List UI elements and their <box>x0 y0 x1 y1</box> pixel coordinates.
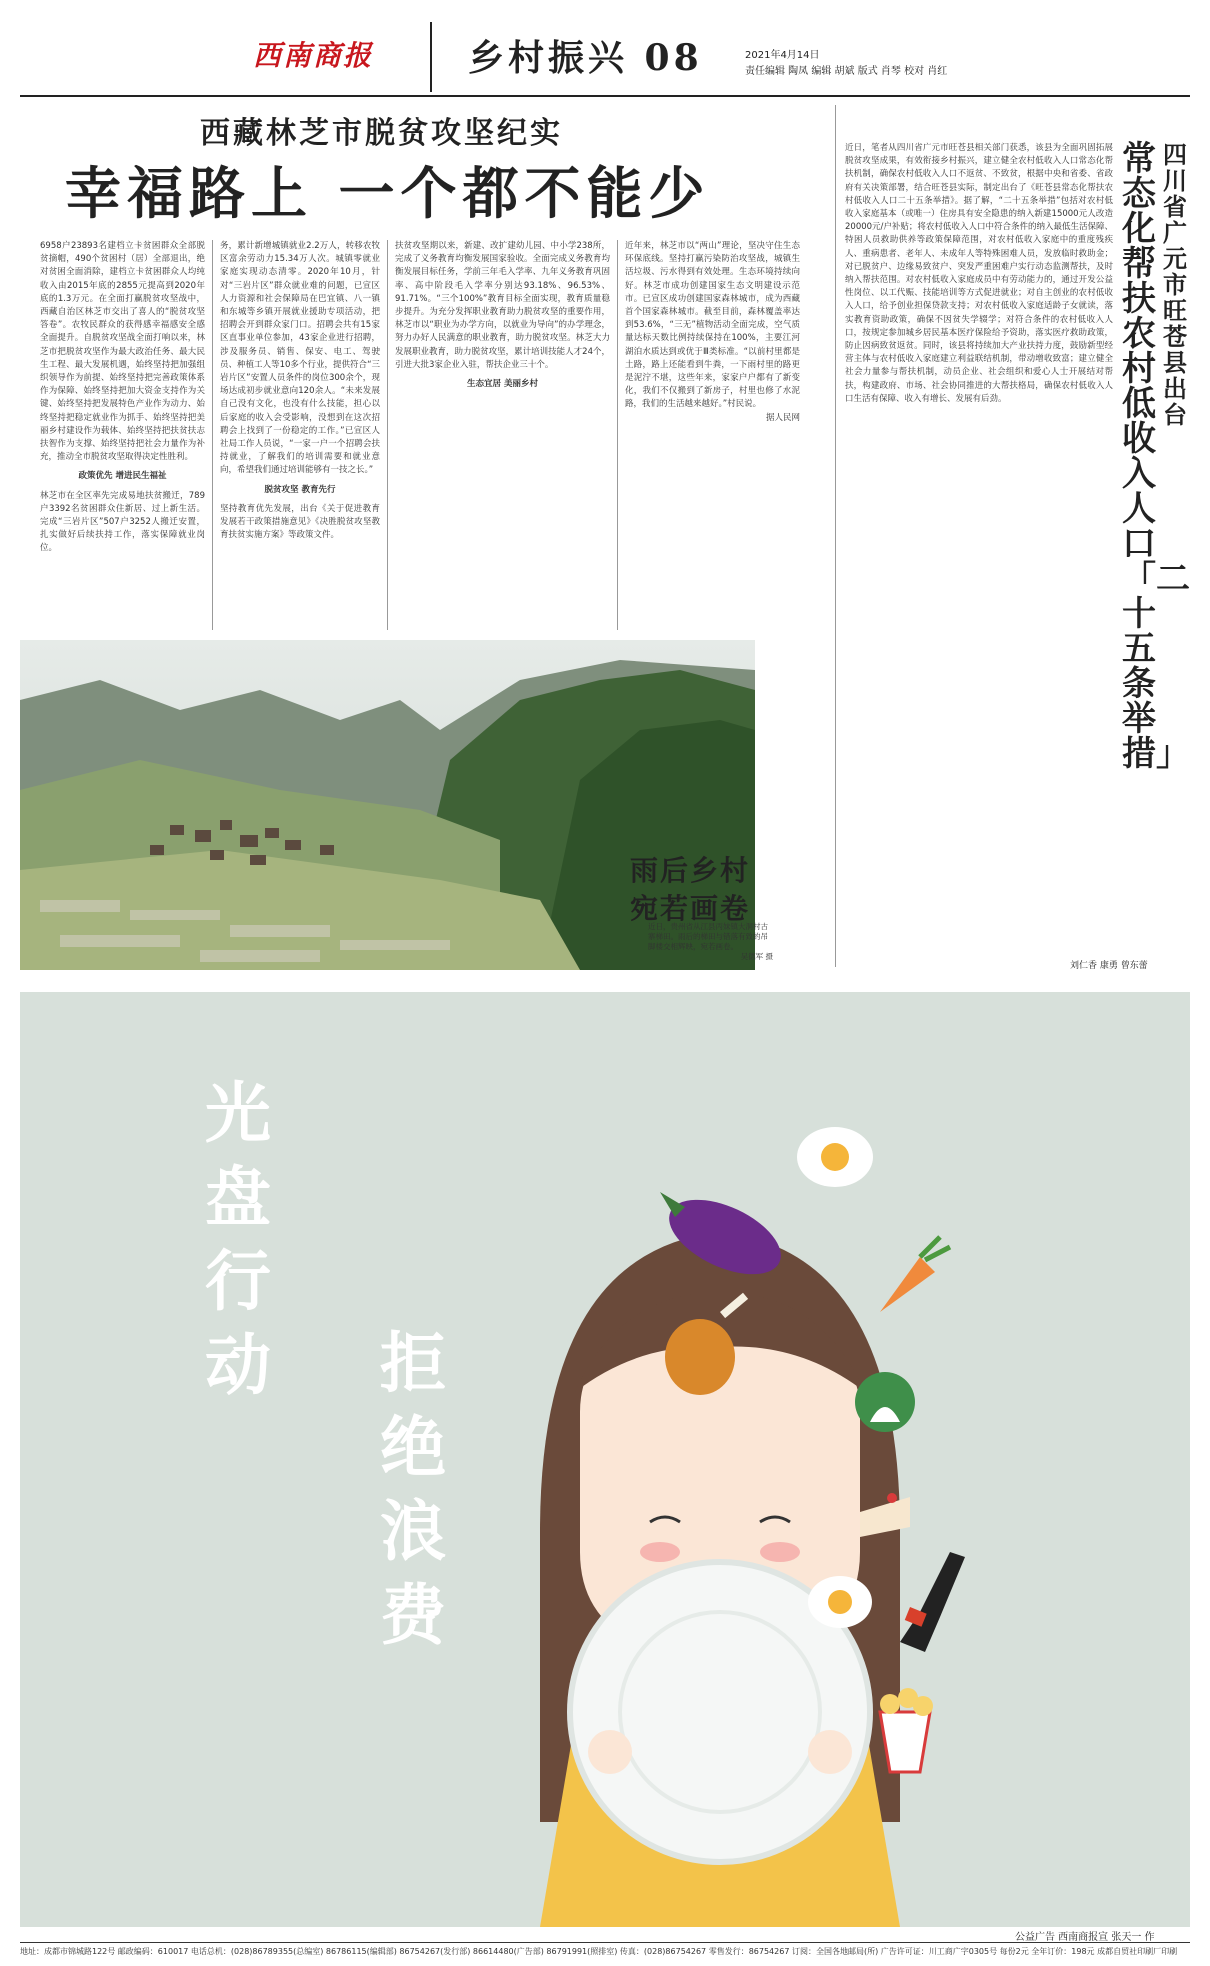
column-text: 近年来，林芝市以“两山”理论，坚决守住生态环保底线。坚持打赢污染防治攻坚战，城镇生活垃圾、污水得到有效处理。生态环境持续向好。林芝市成功创建国家生态文明建设示范市。已宣区成功创建国家森林城市，成为西藏首个国家森林城市。截至目前，森林覆盖率达到53.6%，“三无”植物活动全面完成，空气质量达标天数比例持续保持在100%，主要江河湖泊水质达到或优于Ⅲ类标准。“以前村里都是土路，路上还能看到牛粪，一下雨村里的路更是泥泞不堪，这些年来，家家户户都有了新变化，我们不仅搬到了新房子，村里也修了水泥路，我们的生活越来越好。”村民说。 <box>625 241 800 410</box>
article-column-4 <box>625 240 800 630</box>
fried-egg-icon <box>808 1576 872 1628</box>
column-divider <box>835 105 836 967</box>
top-rule <box>20 95 1190 97</box>
masthead-divider <box>430 22 432 92</box>
section-title: 乡村振兴 08 <box>468 37 703 79</box>
cabbage-icon <box>855 1372 915 1432</box>
side-article-headline: 常态化帮扶农村低收入人口「二十五条举措」 <box>1122 139 1190 774</box>
editor-credits: 责任编辑 陶凤 编辑 胡斌 版式 肖琴 校对 肖红 <box>745 66 948 77</box>
ad-illustration <box>20 992 1190 1927</box>
column-divider <box>387 240 388 630</box>
article-column-2 <box>220 240 380 630</box>
column-text: 坚持教育优先发展，出台《关于促进教育发展若干政策措施意见》《决胜脱贫攻坚教育扶贫实施方案》等政策文件。 <box>220 503 380 541</box>
page-footer: 地址：成都市锦城路122号 邮政编码：610017 电话总机：(028)86789355(总编室) 86786115(编辑部) 86754267(发行部) 86614480(广告部) 86791991(照排室) 传真：(028)86754267 零售发行：86754267 订阅：全国各地邮局(所) 广告许可证：川工商广字0305号 每份2元 全年订价：198元 成都自贸社印刷厂印刷 <box>20 1942 1190 1961</box>
column-text: 林芝市在全区率先完成易地扶贫搬迁，789户3392名贫困群众住新居、过上新生活。完成“三岩片区”507户3252人搬迁安置，扎实做好后续扶持工作，落实保障就业岗位。 <box>40 490 205 554</box>
photo-credit: 吴德军 摄 <box>740 952 773 961</box>
side-article-body: 近日，笔者从四川省广元市旺苍县相关部门获悉，该县为全面巩固拓展脱贫攻坚成果，有效衔接乡村振兴，建立健全农村低收入人口常态化帮扶机制，确保农村低收入人口不返贫、不致贫，根据中央和省委、省政府有关决策部署，结合旺苍县实际，制定出台了《旺苍县常态化帮扶农村低收入人口二十五条举措》。据了解，“二十五条举措”包括对农村低收入家庭基本（或唯一）住房具有安全隐患的纳入新建15000元人改造20000元/户补贴；将农村低收入人口中符合条件的纳入最低生活保障、特困人员救助供养等政策保障范围，对农村低收入家庭中的重度残疾人、重病患者、老年人、未成年人等特殊困难人员，发放临时救助金；对已脱贫户、边缘易致贫户、突发严重困难户实行动态监测帮扶，及时纳入帮扶范围。对农村低收入家庭成员中有劳动能力的，通过开发公益性岗位、以工代赈、技能培训等方式促进就业；对自主创业的农村低收入人口，给予创业担保贷款支持；对农村低收入家庭适龄子女就读，落实教育资助政策，确保不因贫失学辍学；对符合条件的农村低收入人口，按规定参加城乡居民基本医疗保险给予资助，落实医疗救助政策，防止因病致贫返贫。同时，该县将持续加大产业扶持力度，鼓励新型经营主体与农村低收入家庭建立利益联结机制，带动增收致富；建立健全社会力量参与帮扶机制，动员企业、社会组织和爱心人士开展结对帮扶，构建政府、市场、社会协同推进的大帮扶格局，确保农村低收入人口生活有保障、收入有增长、发展有后劲。 <box>845 143 1113 404</box>
carrot-icon <box>880 1237 950 1312</box>
photo-title <box>630 852 750 928</box>
soy-sauce-bottle-icon <box>900 1552 965 1652</box>
fried-egg-icon <box>797 1127 873 1187</box>
photo-title-line: 宛若画卷 <box>630 892 751 925</box>
side-article-byline: 刘仁香 康勇 曾东蕾 <box>1070 961 1148 971</box>
photo-title-line: 雨后乡村 <box>630 854 751 887</box>
ad-credit: 公益广告 西南商报宣 张天一 作 <box>1015 1932 1155 1943</box>
article-source: 据人民网 <box>765 412 800 423</box>
ad-slogan-left: 光盘行动 <box>205 1075 271 1404</box>
photo-caption-text: 近日，贵州省从江县丙妹镇大洞村古寨梯田。雨后的梯田与错落有致的吊脚楼交相辉映，宛若画卷。 <box>648 922 768 951</box>
article-headline: 幸福路上 一个都不能少 <box>65 161 711 227</box>
column-text: 扶贫攻坚期以来，新建、改扩建幼儿园、中小学238所，完成了义务教育均衡发展国家验收。全面完成义务教育均衡发展目标任务，学前三年毛入学率、九年义务教育巩固率、高中阶段毛入学率分别达93.18%、96.53%、91.71%。“三个100%”教育目标全面实现，教育质量稳步提升。为充分发挥职业教育助力脱贫攻坚的重要作用，林芝市以“职业为办学方向，以就业为导向”的办学理念，努力办好人民满意的职业教育，助力脱贫攻坚。林芝大力发展职业教育，助力脱贫攻坚，累计培训技能人才24个，引进大批3家企业入驻，帮扶企业三十个。 <box>395 241 610 370</box>
column-subhead: 脱贫攻坚 教育先行 <box>264 484 336 495</box>
newspaper-logo: 西南商报 <box>253 39 374 72</box>
photo-caption <box>648 922 773 962</box>
popcorn-icon <box>880 1688 933 1772</box>
public-service-ad <box>20 992 1190 1927</box>
column-divider <box>212 240 213 630</box>
article-kicker: 西藏林芝市脱贫攻坚纪实 <box>200 116 563 151</box>
column-divider <box>617 240 618 630</box>
column-subhead: 生态宜居 美丽乡村 <box>467 379 538 390</box>
masthead-meta <box>745 48 947 80</box>
side-article-kicker: 四川省广元市旺苍县出台 <box>1163 140 1187 429</box>
issue-date: 2021年4月14日 <box>745 50 820 61</box>
ad-slogan-right: 拒绝浪费 <box>380 1325 446 1654</box>
article-column-3 <box>395 240 610 630</box>
column-subhead: 政策优先 增进民生福祉 <box>78 471 167 482</box>
column-text: 6958户23893名建档立卡贫困群众全部脱贫摘帽，490个贫困村（居）全部退出，绝对贫困全面消除，建档立卡贫困群众人均纯收入由2015年底的2855元提高到2020年底的1.3万元。在全面打赢脱贫攻坚战中，西藏自治区林芝市交出了喜人的“脱贫攻坚答卷”。农牧民群众的获得感幸福感安全感全面提升。自脱贫攻坚战全面打响以来，林芝市把脱贫攻坚作为最大政治任务、最大民生工程、最大发展机遇，始终坚持把加强组织领导作为前提、始终坚持把完善政策体系作为保障、始终坚持把加大资金支持作为关键、始终坚持把发展特色产业作为动力、始终坚持把稳定就业作为抓手、始终坚持把美丽乡村建设作为载体、始终坚持把扶贫扶志扶智作为支撑、始终坚持把社会力量作为补充，推动全市脱贫攻坚取得决定性胜利。 <box>40 241 205 463</box>
article-column-1 <box>40 240 205 630</box>
column-text: 务，累计新增城镇就业2.2万人，转移农牧区富余劳动力15.34万人次。城镇零就业家庭实现动态清零。2020年10月，针对“三岩片区”群众就业难的问题，已宣区人力资源和社会保障局在巴宜镇、八一镇和东城等乡镇开展就业援助专项活动，把招聘会开到群众家门口。招聘会共有15家区直事业单位参加，43家企业进行招聘，涉及服务员、销售、保安、电工、驾驶员、种植工人等10多个行业，提供符合“三岩片区”安置人员条件的岗位300余个，现场达成初步就业意向120余人。“未来发展自己没有文化，也没有什么技能，担心以后家庭的收入会受影响，没想到在这次招聘会上找到了一份稳定的工作。”已宣区人社局工作人员说，“一家一户一个招聘会扶持就业，了解我们的培训需要和就业意向，希望我们通过培训能够有一技之长。” <box>220 241 380 476</box>
